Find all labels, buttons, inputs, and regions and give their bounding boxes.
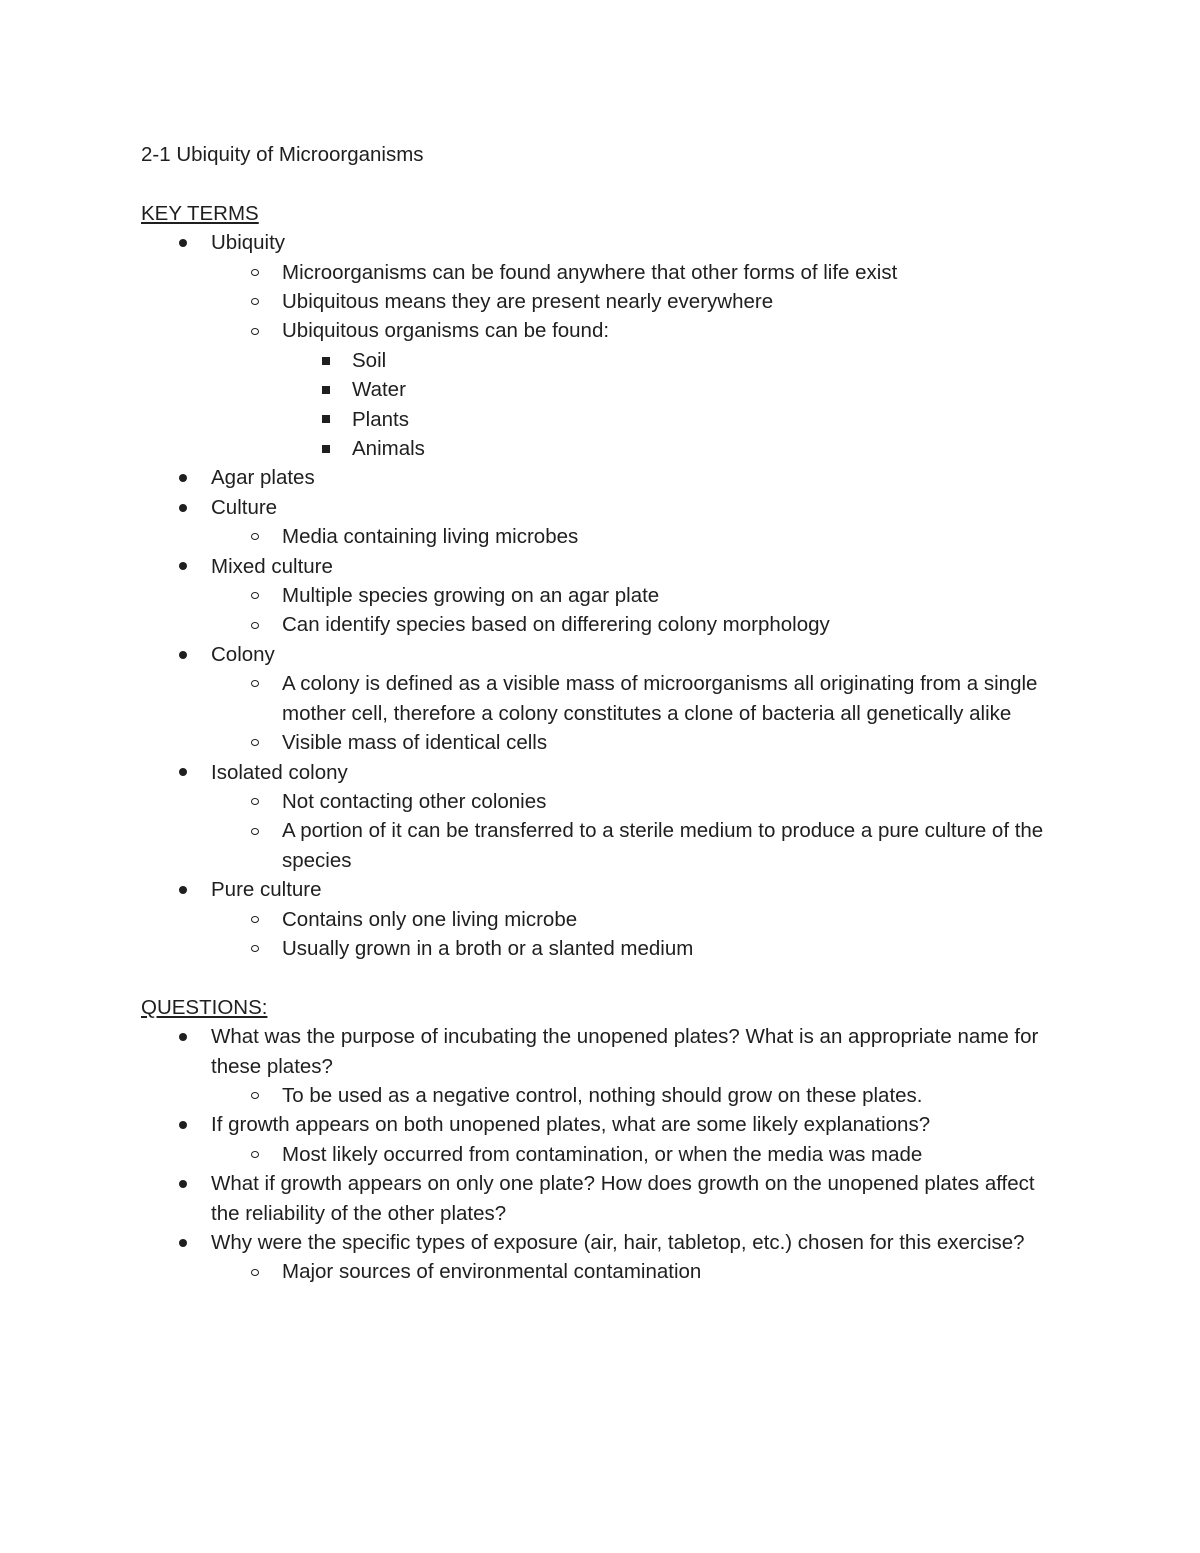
blank-line bbox=[141, 963, 1061, 992]
question-text: If growth appears on both unopened plates, what are some likely explanations? bbox=[211, 1113, 931, 1137]
sub-list-item-text: Media containing living microbes bbox=[282, 525, 579, 549]
circle-bullet-icon bbox=[249, 1140, 261, 1169]
circle-bullet-icon bbox=[249, 610, 261, 639]
sub-list bbox=[211, 258, 1061, 464]
question-text: Why were the specific types of exposure (air, hair, tabletop, etc.) chosen for this exercise? bbox=[211, 1231, 1025, 1254]
sub-list-item-text: Not contacting other colonies bbox=[282, 789, 547, 813]
circle-bullet-icon bbox=[249, 287, 261, 316]
sub-list-item bbox=[211, 522, 1061, 551]
answer-list bbox=[211, 1081, 1061, 1110]
disc-bullet-icon bbox=[177, 640, 189, 669]
answer-text: Most likely occurred from contamination, or when the media was made bbox=[282, 1142, 923, 1166]
square-bullet-icon bbox=[320, 375, 332, 404]
answer-item bbox=[211, 1257, 1061, 1286]
disc-bullet-icon bbox=[177, 228, 189, 257]
disc-bullet-icon bbox=[177, 552, 189, 581]
sub-list-item-text: Can identify species based on differering colony morphology bbox=[282, 613, 830, 637]
list-item-text: Pure culture bbox=[211, 878, 322, 902]
circle-bullet-icon bbox=[249, 934, 261, 963]
disc-bullet-icon bbox=[177, 1169, 189, 1198]
question-text: What if growth appears on only one plate? How does growth on the unopened plates affect the reliability of the other plates? bbox=[211, 1172, 1035, 1225]
answer-list bbox=[211, 1140, 1061, 1169]
sub-list-item-text: Contains only one living microbe bbox=[282, 907, 578, 931]
sub-sub-list-item bbox=[282, 375, 1061, 404]
sub-list bbox=[211, 787, 1061, 875]
sub-list-item bbox=[211, 787, 1061, 816]
sub-list-item-text: Visible mass of identical cells bbox=[282, 731, 548, 755]
list-item-text: Culture bbox=[211, 495, 278, 519]
sub-list-item bbox=[211, 816, 1061, 875]
key-terms-heading: KEY TERMS bbox=[141, 201, 259, 225]
circle-bullet-icon bbox=[249, 905, 261, 934]
circle-bullet-icon bbox=[249, 522, 261, 551]
document-title: 2-1 Ubiquity of Microorganisms bbox=[141, 143, 424, 166]
questions-list bbox=[141, 1022, 1061, 1287]
sub-list-item bbox=[211, 934, 1061, 963]
question-text: What was the purpose of incubating the unopened plates? What is an appropriate name for these plates? bbox=[211, 1025, 1039, 1078]
sub-list-item bbox=[211, 610, 1061, 639]
answer-text: To be used as a negative control, nothing should grow on these plates. bbox=[282, 1083, 923, 1107]
square-bullet-icon bbox=[320, 346, 332, 375]
key-terms-list bbox=[141, 228, 1061, 963]
disc-bullet-icon bbox=[177, 758, 189, 787]
list-item-text: Isolated colony bbox=[211, 760, 348, 784]
sub-sub-list-item bbox=[282, 346, 1061, 375]
sub-sub-list-item-text: Animals bbox=[352, 437, 425, 461]
sub-list-item bbox=[211, 287, 1061, 316]
list-item-text: Colony bbox=[211, 642, 275, 666]
list-item bbox=[141, 228, 1061, 463]
question-item bbox=[141, 1228, 1061, 1287]
sub-list-item bbox=[211, 728, 1061, 757]
list-item bbox=[141, 493, 1061, 552]
list-item-text: Agar plates bbox=[211, 466, 315, 490]
circle-bullet-icon bbox=[249, 1081, 261, 1110]
sub-list-item-text: Ubiquitous means they are present nearly everywhere bbox=[282, 290, 774, 314]
disc-bullet-icon bbox=[177, 493, 189, 522]
sub-sub-list-item bbox=[282, 434, 1061, 463]
square-bullet-icon bbox=[320, 405, 332, 434]
answer-item bbox=[211, 1081, 1061, 1110]
question-item bbox=[141, 1022, 1061, 1110]
disc-bullet-icon bbox=[177, 1022, 189, 1051]
sub-list-item bbox=[211, 905, 1061, 934]
questions-heading: QUESTIONS: bbox=[141, 995, 268, 1019]
sub-list-item-text: Ubiquitous organisms can be found: bbox=[282, 319, 610, 343]
answer-text: Major sources of environmental contamination bbox=[282, 1260, 702, 1284]
sub-list bbox=[211, 581, 1061, 640]
question-item bbox=[141, 1110, 1061, 1169]
sub-list-item-text: Microorganisms can be found anywhere that other forms of life exist bbox=[282, 260, 898, 284]
square-bullet-icon bbox=[320, 434, 332, 463]
sub-sub-list-item-text: Plants bbox=[352, 407, 409, 431]
sub-list-item-text: Multiple species growing on an agar plate bbox=[282, 584, 660, 608]
list-item-text: Mixed culture bbox=[211, 554, 333, 578]
circle-bullet-icon bbox=[249, 669, 261, 698]
disc-bullet-icon bbox=[177, 1110, 189, 1139]
list-item bbox=[141, 875, 1061, 963]
circle-bullet-icon bbox=[249, 581, 261, 610]
disc-bullet-icon bbox=[177, 1228, 189, 1257]
sub-list-item-text: A colony is defined as a visible mass of microorganisms all originating from a single mother cell, therefore a colony constitutes a clone of bacteria all genetically alike bbox=[282, 672, 1038, 725]
list-item bbox=[141, 463, 1061, 492]
sub-list bbox=[211, 522, 1061, 551]
list-item bbox=[141, 552, 1061, 640]
document-content bbox=[141, 140, 1061, 1287]
circle-bullet-icon bbox=[249, 728, 261, 757]
list-item bbox=[141, 758, 1061, 876]
circle-bullet-icon bbox=[249, 316, 261, 345]
circle-bullet-icon bbox=[249, 816, 261, 845]
sub-list-item bbox=[211, 581, 1061, 610]
answer-item bbox=[211, 1140, 1061, 1169]
sub-list-item bbox=[211, 258, 1061, 287]
circle-bullet-icon bbox=[249, 787, 261, 816]
sub-list bbox=[211, 669, 1061, 757]
list-item-text: Ubiquity bbox=[211, 231, 286, 255]
disc-bullet-icon bbox=[177, 463, 189, 492]
sub-list-item bbox=[211, 316, 1061, 463]
sub-sub-list-item-text: Water bbox=[352, 378, 406, 402]
sub-list bbox=[211, 905, 1061, 964]
sub-list-item-text: A portion of it can be transferred to a sterile medium to produce a pure culture of the species bbox=[282, 819, 1044, 872]
disc-bullet-icon bbox=[177, 875, 189, 904]
sub-sub-list-item bbox=[282, 405, 1061, 434]
sub-sub-list bbox=[282, 346, 1061, 464]
list-item bbox=[141, 640, 1061, 758]
sub-list-item-text: Usually grown in a broth or a slanted medium bbox=[282, 936, 694, 960]
answer-list bbox=[211, 1257, 1061, 1286]
sub-list-item bbox=[211, 669, 1061, 728]
circle-bullet-icon bbox=[249, 258, 261, 287]
circle-bullet-icon bbox=[249, 1257, 261, 1286]
sub-sub-list-item-text: Soil bbox=[352, 348, 387, 372]
question-item bbox=[141, 1169, 1061, 1228]
blank-line bbox=[141, 169, 1061, 198]
